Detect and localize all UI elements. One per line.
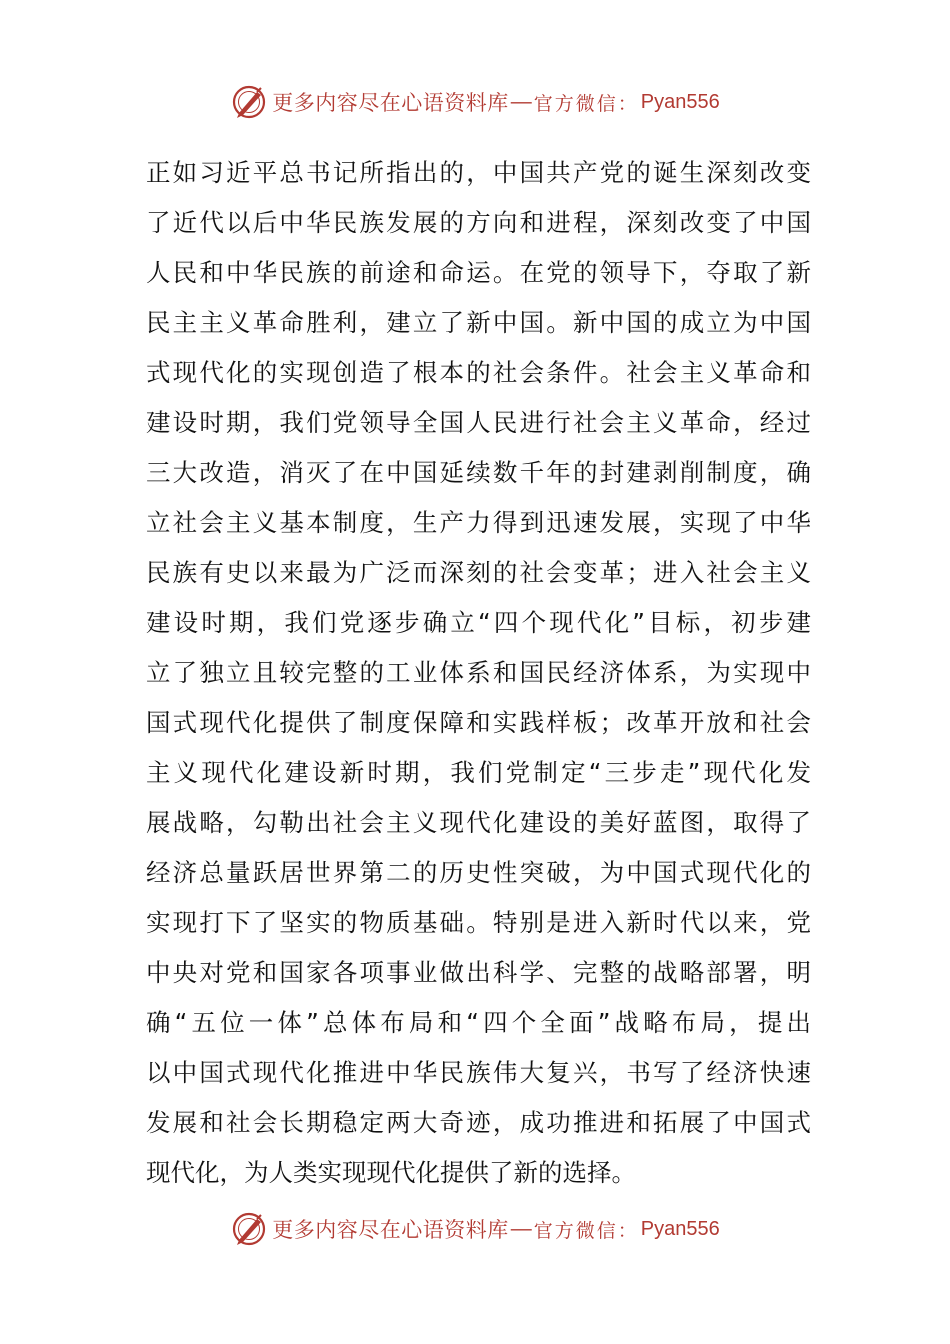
paragraph-line: 展战略，勾勒出社会主义现代化建设的美好蓝图，取得了 (146, 808, 811, 837)
paragraph-line: 发展和社会长期稳定两大奇迹，成功推进和拓展了中国式 (146, 1108, 811, 1137)
paragraph-line: 立社会主义基本制度，生产力得到迅速发展，实现了中华 (146, 508, 811, 537)
paragraph-line: 建设时期，我们党逐步确立“四个现代化”目标，初步建 (146, 608, 811, 637)
banner-dash: — (510, 90, 532, 113)
paragraph-line: 立了独立且较完整的工业体系和国民经济体系，为实现中 (146, 658, 811, 687)
paragraph-line: 实现打下了坚实的物质基础。特别是进入新时代以来，党 (146, 908, 811, 937)
paragraph-line: 民主主义革命胜利，建立了新中国。新中国的成立为中国 (146, 308, 811, 337)
paragraph-line: 中央对党和国家各项事业做出科学、完整的战略部署，明 (146, 958, 811, 987)
paragraph-line: 人民和中华民族的前途和命运。在党的领导下，夺取了新 (146, 258, 811, 287)
pen-logo-icon (230, 1210, 268, 1248)
paragraph-line: 以中国式现代化推进中华民族伟大复兴，书写了经济快速 (146, 1058, 811, 1087)
banner-wechat-id: Pyan556 (640, 1217, 720, 1240)
banner-official-label: 官方微信： (533, 1219, 639, 1242)
paragraph-line: 确“五位一体”总体布局和“四个全面”战略布局，提出 (146, 1008, 811, 1037)
paragraph-line: 式现代化的实现创造了根本的社会条件。社会主义革命和 (146, 358, 811, 387)
paragraph-line: 三大改造，消灭了在中国延续数千年的封建剥削制度，确 (146, 458, 811, 487)
paragraph-line: 了近代以后中华民族发展的方向和进程，深刻改变了中国 (146, 208, 811, 237)
paragraph-line: 现代化，为人类实现现代化提供了新的选择。 (146, 1158, 636, 1187)
paragraph-line: 经济总量跃居世界第二的历史性突破，为中国式现代化的 (146, 858, 811, 887)
footer-banner (0, 1207, 950, 1251)
paragraph-line: 正如习近平总书记所指出的，中国共产党的诞生深刻改变 (146, 158, 811, 187)
header-banner (0, 80, 950, 124)
pen-logo-icon (230, 83, 268, 121)
banner-dash: — (510, 1217, 532, 1240)
body-paragraph (146, 148, 811, 1198)
banner-official-label: 官方微信： (533, 92, 639, 115)
banner-main-text: 更多内容尽在心语资料库 (272, 91, 509, 115)
paragraph-line: 国式现代化提供了制度保障和实践样板；改革开放和社会 (146, 708, 811, 737)
banner-main-text: 更多内容尽在心语资料库 (272, 1218, 509, 1242)
paragraph-line: 建设时期，我们党领导全国人民进行社会主义革命，经过 (146, 408, 811, 437)
banner-wechat-id: Pyan556 (640, 90, 720, 113)
paragraph-line: 民族有史以来最为广泛而深刻的社会变革；进入社会主义 (146, 558, 811, 587)
paragraph-line: 主义现代化建设新时期，我们党制定“三步走”现代化发 (146, 758, 811, 787)
